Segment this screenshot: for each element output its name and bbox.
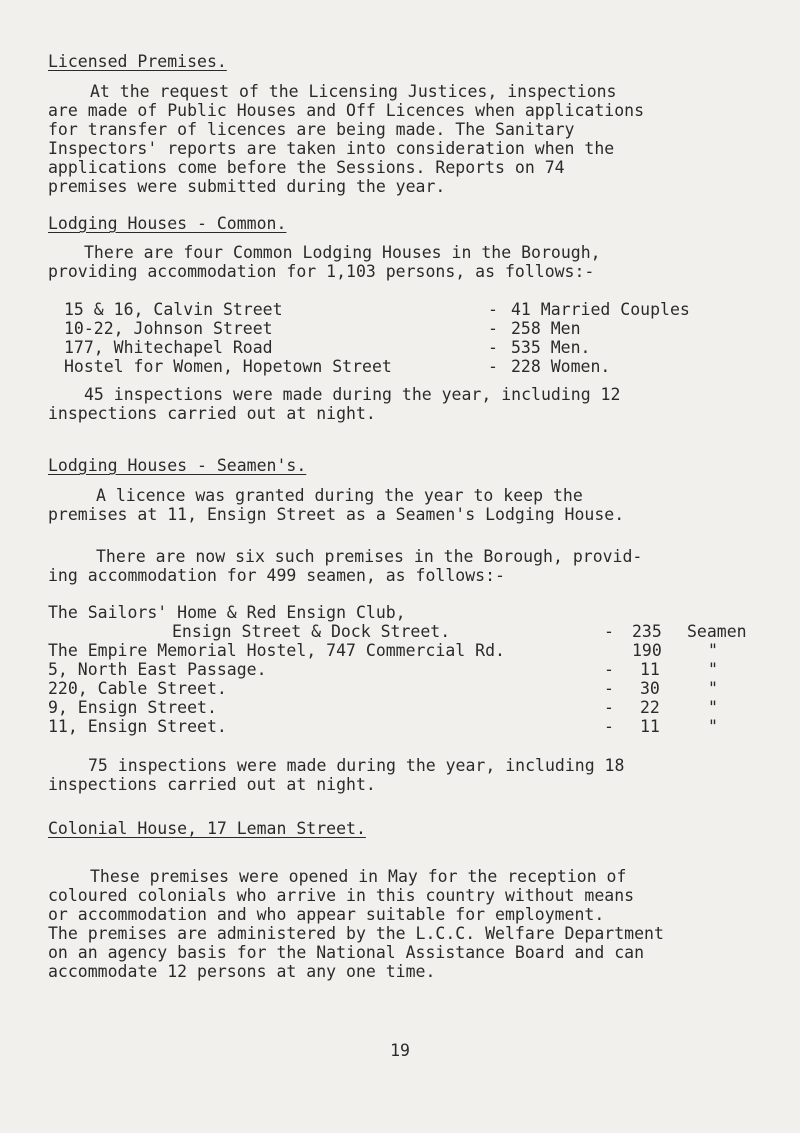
capacity-value: 11: [640, 660, 660, 679]
dash: -: [604, 679, 614, 698]
premises-name: Ensign Street & Dock Street.: [172, 622, 451, 641]
dash: -: [604, 717, 614, 736]
dash: -: [604, 698, 614, 717]
seamens-licence-paragraph: A licence was granted during the year to keep the premises at 11, Ensign Street as a Seamen's Lodging House.: [48, 486, 625, 524]
seamens-lodging-intro: There are now six such premises in the Borough, provid- ing accommodation for 499 seamen, as follows:-: [48, 547, 643, 585]
page-number: 19: [390, 1041, 410, 1060]
capacity-value: 190: [632, 641, 662, 660]
premises-name: The Sailors' Home & Red Ensign Club,: [48, 603, 406, 622]
premises-name: 9, Ensign Street.: [48, 698, 217, 717]
list-item: [48, 679, 768, 698]
capacity-unit: Seamen: [687, 622, 747, 641]
list-item: [48, 641, 768, 660]
dash: -: [488, 319, 498, 338]
dash: -: [488, 300, 498, 319]
capacity-value: 535 Men.: [511, 338, 591, 357]
common-lodging-list: [64, 300, 784, 376]
list-item: [64, 338, 784, 357]
premises-name: 10-22, Johnson Street: [64, 319, 273, 338]
capacity-unit: ": [708, 698, 718, 717]
premises-name: 177, Whitechapel Road: [64, 338, 273, 357]
dash: -: [604, 660, 614, 679]
capacity-value: 22: [640, 698, 660, 717]
common-lodging-intro: There are four Common Lodging Houses in the Borough, providing accommodation for 1,103 persons, as follows:-: [48, 243, 601, 281]
list-item: [64, 319, 784, 338]
seamens-lodging-inspections: 75 inspections were made during the year, including 18 inspections carried out at night.: [48, 756, 625, 794]
capacity-unit: ": [708, 717, 718, 736]
premises-name: 5, North East Passage.: [48, 660, 267, 679]
common-lodging-heading: Lodging Houses - Common.: [48, 214, 287, 233]
capacity-unit: ": [708, 679, 718, 698]
colonial-house-heading: Colonial House, 17 Leman Street.: [48, 819, 366, 838]
capacity-value: 235: [632, 622, 662, 641]
premises-name: 15 & 16, Calvin Street: [64, 300, 283, 319]
list-item: [64, 300, 784, 319]
list-item: [48, 603, 768, 622]
capacity-unit: ": [708, 641, 718, 660]
premises-name: 220, Cable Street.: [48, 679, 227, 698]
list-item: [64, 357, 784, 376]
list-item: [48, 717, 768, 736]
list-item: [48, 660, 768, 679]
seamens-lodging-heading: Lodging Houses - Seamen's.: [48, 456, 307, 475]
colonial-house-text: These premises were opened in May for the reception of coloured colonials who arrive in this country without means or accommodation and who appear suitable for employment. The premises are administered by the L.C.C. Welfare Department on an agency basis for the National Assistance Board and can accommodate 12 persons at any one time.: [48, 867, 664, 981]
list-item: [48, 622, 768, 641]
capacity-unit: ": [708, 660, 718, 679]
capacity-value: 11: [640, 717, 660, 736]
licensed-premises-paragraph: At the request of the Licensing Justices, inspections are made of Public Houses and Off Licences when applications for transfer of licences are being made. The Sanitary Inspectors' reports are taken into consideration when the applications come before the Sessions. Reports on 74 premises were submitted during the year.: [48, 82, 645, 196]
dash: -: [488, 357, 498, 376]
capacity-value: 41 Married Couples: [511, 300, 690, 319]
seamens-lodging-list: [48, 603, 768, 736]
list-item: [48, 698, 768, 717]
colonial-house-paragraph: [48, 848, 768, 1000]
dash: -: [488, 338, 498, 357]
premises-name: The Empire Memorial Hostel, 747 Commercial Rd.: [48, 641, 505, 660]
capacity-value: 228 Women.: [511, 357, 611, 376]
premises-name: 11, Ensign Street.: [48, 717, 227, 736]
licensed-premises-heading: Licensed Premises.: [48, 52, 227, 71]
capacity-value: 30: [640, 679, 660, 698]
common-lodging-inspections: 45 inspections were made during the year, including 12 inspections carried out at night.: [48, 385, 621, 423]
premises-name: Hostel for Women, Hopetown Street: [64, 357, 392, 376]
capacity-value: 258 Men: [511, 319, 581, 338]
dash: -: [604, 622, 614, 641]
